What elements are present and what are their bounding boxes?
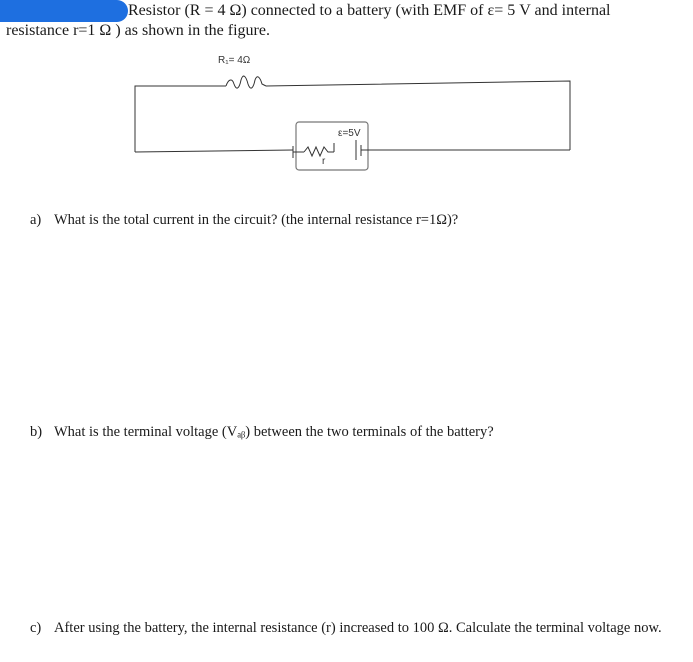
question-c xyxy=(30,618,666,639)
emf-label: ε=5V xyxy=(338,128,361,139)
question-a-label: a) xyxy=(30,212,42,228)
question-a-text: What is the total current in the circuit? (the internal resistance r=1Ω)? xyxy=(54,212,459,228)
internal-resistance-label: r xyxy=(322,156,326,167)
top-wire-left xyxy=(135,86,226,124)
bottom-wire-left xyxy=(135,150,293,152)
internal-resistor-zigzag xyxy=(304,147,334,156)
problem-intro-line-2: resistance r=1 Ω ) as shown in the figure. xyxy=(6,22,270,39)
question-c-label: c) xyxy=(30,620,42,636)
resistor-zigzag xyxy=(226,76,266,88)
circuit-diagram xyxy=(0,40,693,180)
resistor-label: R₁= 4Ω xyxy=(218,55,251,66)
question-b-label: b) xyxy=(30,424,43,440)
question-c-text: After using the battery, the internal resistance (r) increased to 100 Ω. Calculate the terminal voltage now. xyxy=(54,620,662,636)
question-a xyxy=(30,210,666,231)
redaction-mark xyxy=(0,0,128,22)
top-wire-right xyxy=(266,81,570,150)
question-b-text: What is the terminal voltage (Vₐᵦ) between the two terminals of the battery? xyxy=(54,424,494,440)
problem-intro-line-1: Resistor (R = 4 Ω) connected to a battery (with EMF of ε= 5 V and internal xyxy=(128,2,611,19)
question-b xyxy=(30,422,666,443)
